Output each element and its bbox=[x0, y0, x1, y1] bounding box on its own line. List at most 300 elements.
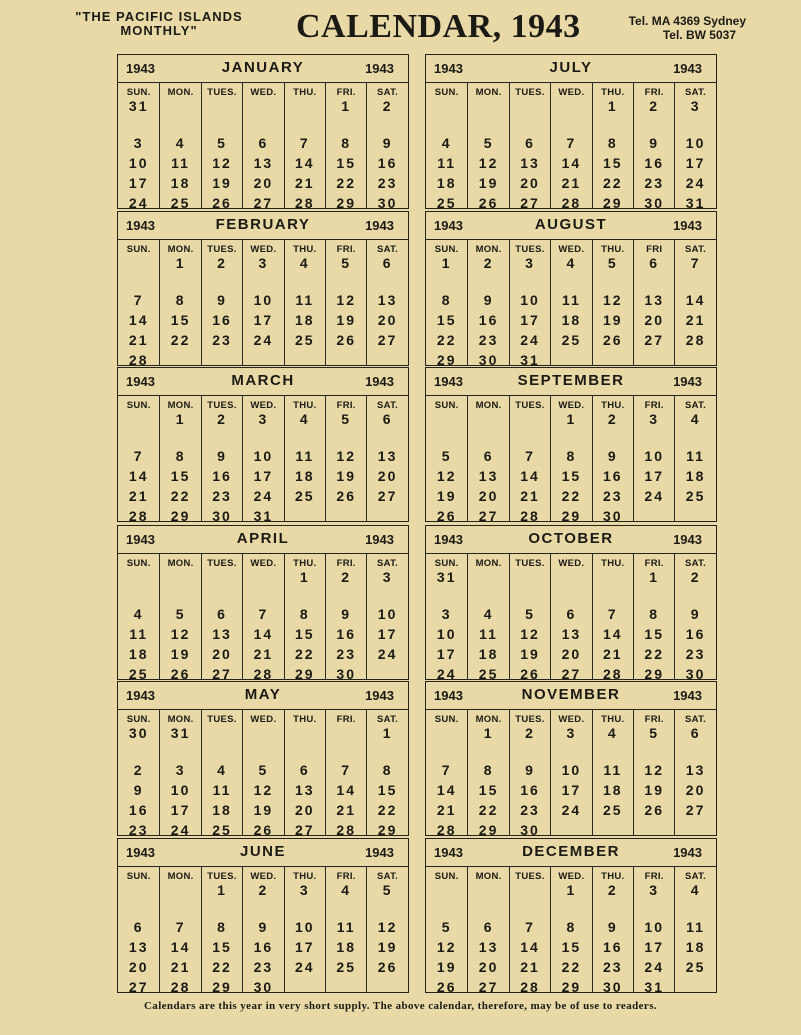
month-name: FEBRUARY bbox=[215, 216, 311, 233]
year-label-left: 1943 bbox=[434, 845, 463, 860]
day-cell: 13 bbox=[377, 448, 398, 464]
day-cell: 28 bbox=[170, 979, 191, 995]
month-december bbox=[425, 838, 717, 993]
day-column bbox=[550, 396, 591, 524]
day-cell: 12 bbox=[603, 292, 623, 308]
day-name: FRI. bbox=[336, 714, 356, 725]
day-cell: 30 bbox=[212, 508, 232, 524]
day-name: MON. bbox=[167, 400, 194, 411]
day-cell: 7 bbox=[341, 762, 352, 778]
page-header bbox=[0, 0, 801, 52]
day-cell: 28 bbox=[336, 822, 356, 838]
day-column bbox=[366, 240, 407, 365]
day-cell: 25 bbox=[561, 332, 582, 348]
day-cell: 14 bbox=[561, 155, 582, 171]
month-name: AUGUST bbox=[534, 216, 608, 233]
day-cell: 26 bbox=[436, 508, 457, 524]
day-name: WED. bbox=[558, 87, 585, 98]
day-name: MON. bbox=[167, 558, 194, 569]
day-cell: 17 bbox=[561, 782, 582, 798]
day-cell: 4 bbox=[175, 135, 186, 151]
day-cell: 7 bbox=[525, 919, 535, 935]
day-name: THU. bbox=[601, 87, 625, 98]
day-cell: 26 bbox=[520, 666, 540, 682]
day-cell: 19 bbox=[644, 782, 664, 798]
day-name: TUES. bbox=[207, 871, 237, 882]
day-cell: 31 bbox=[644, 979, 664, 995]
year-label-right: 1943 bbox=[365, 845, 394, 860]
day-cell: 3 bbox=[133, 135, 144, 151]
day-cell: 1 bbox=[607, 98, 618, 114]
day-name: FRI. bbox=[336, 558, 356, 569]
year-label-right: 1943 bbox=[673, 374, 702, 389]
day-cell: 13 bbox=[478, 939, 499, 955]
day-cell: 28 bbox=[128, 508, 149, 524]
day-cell: 5 bbox=[649, 725, 660, 741]
day-cell: 29 bbox=[336, 195, 356, 211]
day-cell: 3 bbox=[525, 255, 535, 271]
day-cell: 13 bbox=[478, 468, 499, 484]
month-name: MARCH bbox=[231, 372, 295, 389]
day-cell: 8 bbox=[441, 292, 452, 308]
day-name: MON. bbox=[167, 244, 194, 255]
day-cell: 14 bbox=[520, 939, 540, 955]
day-column bbox=[325, 867, 366, 992]
day-name: THU. bbox=[601, 558, 625, 569]
day-cell: 14 bbox=[685, 292, 706, 308]
day-cell: 15 bbox=[603, 155, 623, 171]
day-cell: 31 bbox=[685, 195, 706, 211]
day-cell: 20 bbox=[561, 646, 582, 662]
day-cell: 21 bbox=[170, 959, 191, 975]
day-cell: 18 bbox=[685, 468, 706, 484]
year-label-right: 1943 bbox=[365, 688, 394, 703]
day-cell: 18 bbox=[478, 646, 499, 662]
day-cell: 30 bbox=[478, 352, 499, 368]
month-name: DECEMBER bbox=[522, 843, 620, 860]
day-cell: 25 bbox=[170, 195, 191, 211]
day-column bbox=[159, 83, 200, 211]
day-cell: 18 bbox=[336, 939, 356, 955]
day-cell: 29 bbox=[295, 666, 315, 682]
day-cell: 26 bbox=[170, 666, 191, 682]
day-cell: 29 bbox=[561, 508, 582, 524]
day-cell: 24 bbox=[253, 488, 274, 504]
day-cell: 23 bbox=[212, 488, 232, 504]
day-cell: 11 bbox=[171, 155, 190, 171]
day-cell: 8 bbox=[649, 606, 660, 622]
year-label-right: 1943 bbox=[673, 845, 702, 860]
day-cell: 7 bbox=[525, 448, 535, 464]
day-cell: 4 bbox=[217, 762, 227, 778]
day-cell: 9 bbox=[258, 919, 269, 935]
day-cell: 29 bbox=[377, 822, 398, 838]
day-cell: 24 bbox=[377, 646, 398, 662]
day-cell: 18 bbox=[295, 468, 315, 484]
day-name: FRI. bbox=[336, 871, 356, 882]
day-cell: 21 bbox=[561, 175, 582, 191]
month-name: JUNE bbox=[239, 843, 286, 860]
day-cell: 17 bbox=[253, 468, 274, 484]
day-cell: 10 bbox=[170, 782, 191, 798]
day-name: FRI. bbox=[336, 244, 356, 255]
day-name: TUES. bbox=[207, 558, 237, 569]
day-cell: 11 bbox=[686, 919, 705, 935]
day-cell: 13 bbox=[520, 155, 540, 171]
day-name: SUN. bbox=[434, 871, 459, 882]
day-column bbox=[426, 710, 467, 838]
day-cell: 11 bbox=[561, 292, 581, 308]
month-august bbox=[425, 211, 717, 366]
day-cell: 5 bbox=[382, 882, 393, 898]
day-column bbox=[550, 710, 591, 835]
day-cell: 26 bbox=[436, 979, 457, 995]
day-cell: 2 bbox=[217, 255, 227, 271]
month-header bbox=[426, 212, 716, 240]
day-column bbox=[242, 867, 283, 995]
day-cell: 21 bbox=[336, 802, 356, 818]
day-name: SUN. bbox=[434, 558, 459, 569]
day-cell: 8 bbox=[382, 762, 393, 778]
day-column bbox=[509, 867, 550, 995]
day-cell: 1 bbox=[175, 255, 186, 271]
day-cell: 8 bbox=[566, 919, 577, 935]
day-cell: 15 bbox=[295, 626, 315, 642]
day-cell: 5 bbox=[525, 606, 535, 622]
day-column bbox=[467, 83, 508, 211]
day-cell: 5 bbox=[258, 762, 269, 778]
day-cell: 28 bbox=[520, 508, 540, 524]
day-cell: 12 bbox=[436, 468, 457, 484]
day-name: MON. bbox=[167, 87, 194, 98]
day-cell: 7 bbox=[690, 255, 701, 271]
day-cell: 30 bbox=[253, 979, 274, 995]
day-cell: 22 bbox=[170, 332, 191, 348]
month-header bbox=[426, 368, 716, 396]
day-cell: 12 bbox=[253, 782, 274, 798]
day-name: THU. bbox=[601, 714, 625, 725]
day-name: SUN. bbox=[434, 400, 459, 411]
day-cell: 12 bbox=[170, 626, 191, 642]
day-cell: 14 bbox=[128, 312, 149, 328]
day-cell: 13 bbox=[128, 939, 149, 955]
day-cell: 29 bbox=[170, 508, 191, 524]
day-cell: 25 bbox=[478, 666, 499, 682]
day-cell: 9 bbox=[525, 762, 535, 778]
day-column bbox=[633, 396, 674, 521]
day-name: SAT. bbox=[377, 871, 399, 882]
day-cell: 8 bbox=[299, 606, 310, 622]
day-cell: 19 bbox=[436, 959, 457, 975]
day-cell: 17 bbox=[295, 939, 315, 955]
day-cell: 10 bbox=[253, 448, 274, 464]
day-name: WED. bbox=[250, 558, 277, 569]
day-cell: 2 bbox=[133, 762, 144, 778]
day-cell: 16 bbox=[212, 468, 232, 484]
month-header bbox=[118, 368, 408, 396]
day-cell: 29 bbox=[212, 979, 232, 995]
day-column bbox=[592, 396, 633, 524]
day-column bbox=[284, 83, 325, 211]
day-cell: 11 bbox=[295, 292, 315, 308]
day-cell: 6 bbox=[382, 411, 393, 427]
day-column bbox=[325, 83, 366, 211]
day-cell: 9 bbox=[649, 135, 660, 151]
day-name: WED. bbox=[558, 244, 585, 255]
day-cell: 5 bbox=[217, 135, 227, 151]
day-cell: 12 bbox=[377, 919, 398, 935]
day-cell: 4 bbox=[441, 135, 452, 151]
day-cell: 18 bbox=[685, 939, 706, 955]
day-cell: 24 bbox=[520, 332, 540, 348]
day-cell: 26 bbox=[478, 195, 499, 211]
day-cell: 6 bbox=[133, 919, 144, 935]
day-cell: 20 bbox=[128, 959, 149, 975]
day-cell: 28 bbox=[685, 332, 706, 348]
day-cell: 30 bbox=[128, 725, 149, 741]
day-cell: 24 bbox=[644, 488, 664, 504]
day-cell: 10 bbox=[377, 606, 398, 622]
day-cell: 24 bbox=[253, 332, 274, 348]
day-cell: 10 bbox=[128, 155, 149, 171]
day-column bbox=[242, 396, 283, 524]
day-cell: 17 bbox=[685, 155, 706, 171]
day-column bbox=[467, 240, 508, 368]
month-name: MAY bbox=[244, 686, 282, 703]
day-cell: 7 bbox=[133, 292, 144, 308]
day-cell: 25 bbox=[128, 666, 149, 682]
day-cell: 15 bbox=[377, 782, 398, 798]
year-label-left: 1943 bbox=[126, 218, 155, 233]
day-cell: 4 bbox=[133, 606, 144, 622]
month-april bbox=[117, 525, 409, 680]
day-name: THU. bbox=[293, 714, 317, 725]
day-name: FRI. bbox=[644, 558, 664, 569]
day-name: MON. bbox=[475, 871, 502, 882]
day-cell: 9 bbox=[217, 448, 227, 464]
day-cell: 28 bbox=[561, 195, 582, 211]
day-name: SAT. bbox=[685, 714, 707, 725]
month-header bbox=[118, 212, 408, 240]
day-column bbox=[201, 710, 242, 838]
day-cell: 15 bbox=[170, 312, 191, 328]
day-name: FRI. bbox=[644, 714, 664, 725]
day-name: SUN. bbox=[126, 558, 151, 569]
day-column bbox=[674, 240, 715, 365]
year-label-left: 1943 bbox=[434, 61, 463, 76]
day-cell: 3 bbox=[690, 98, 701, 114]
day-cell: 8 bbox=[341, 135, 352, 151]
publication-name: "THE PACIFIC ISLANDS MONTHLY" bbox=[75, 9, 243, 38]
day-cell: 10 bbox=[295, 919, 315, 935]
day-name: THU. bbox=[293, 871, 317, 882]
day-cell: 10 bbox=[436, 626, 457, 642]
day-cell: 23 bbox=[212, 332, 232, 348]
day-name: SAT. bbox=[377, 87, 399, 98]
day-column bbox=[592, 83, 633, 211]
day-column bbox=[159, 396, 200, 524]
day-cell: 13 bbox=[295, 782, 315, 798]
day-name: SUN. bbox=[434, 714, 459, 725]
day-cell: 27 bbox=[644, 332, 664, 348]
page-title: CALENDAR, 1943 bbox=[296, 8, 581, 45]
year-label-left: 1943 bbox=[126, 532, 155, 547]
day-name: THU. bbox=[601, 871, 625, 882]
day-cell: 19 bbox=[436, 488, 457, 504]
day-column bbox=[159, 240, 200, 365]
day-cell: 3 bbox=[258, 255, 269, 271]
day-cell: 13 bbox=[377, 292, 398, 308]
day-name: SUN. bbox=[434, 87, 459, 98]
day-cell: 25 bbox=[295, 488, 315, 504]
day-column bbox=[467, 554, 508, 682]
day-cell: 28 bbox=[253, 666, 274, 682]
day-cell: 30 bbox=[603, 979, 623, 995]
day-name: SAT. bbox=[685, 558, 707, 569]
day-column bbox=[366, 554, 407, 679]
day-column bbox=[284, 710, 325, 838]
day-cell: 4 bbox=[299, 255, 310, 271]
day-column bbox=[633, 710, 674, 835]
day-cell: 31 bbox=[520, 352, 540, 368]
day-cell: 23 bbox=[685, 646, 706, 662]
month-header bbox=[426, 839, 716, 867]
day-cell: 16 bbox=[212, 312, 232, 328]
day-cell: 4 bbox=[690, 882, 701, 898]
month-january bbox=[117, 54, 409, 209]
day-name: FRI bbox=[646, 244, 663, 255]
day-cell: 5 bbox=[483, 135, 494, 151]
day-cell: 17 bbox=[253, 312, 274, 328]
day-name: MON. bbox=[475, 244, 502, 255]
day-cell: 1 bbox=[441, 255, 452, 271]
day-cell: 11 bbox=[129, 626, 149, 642]
day-cell: 24 bbox=[295, 959, 315, 975]
day-cell: 6 bbox=[649, 255, 660, 271]
day-cell: 1 bbox=[299, 569, 310, 585]
day-column bbox=[592, 554, 633, 682]
day-cell: 19 bbox=[478, 175, 499, 191]
day-cell: 25 bbox=[685, 959, 706, 975]
day-cell: 27 bbox=[377, 488, 398, 504]
day-name: FRI. bbox=[644, 400, 664, 411]
day-cell: 7 bbox=[607, 606, 618, 622]
day-cell: 27 bbox=[561, 666, 582, 682]
day-column bbox=[159, 867, 200, 995]
day-cell: 21 bbox=[520, 959, 540, 975]
day-cell: 16 bbox=[253, 939, 274, 955]
day-cell: 27 bbox=[377, 332, 398, 348]
day-cell: 26 bbox=[336, 488, 356, 504]
day-name: WED. bbox=[250, 400, 277, 411]
day-cell: 9 bbox=[690, 606, 701, 622]
day-name: SAT. bbox=[685, 87, 707, 98]
day-column bbox=[633, 240, 674, 365]
day-column bbox=[592, 710, 633, 835]
day-cell: 11 bbox=[686, 448, 705, 464]
day-name: FRI. bbox=[644, 871, 664, 882]
day-column bbox=[674, 83, 715, 211]
day-column bbox=[118, 554, 159, 682]
day-column bbox=[284, 554, 325, 682]
day-cell: 17 bbox=[520, 312, 540, 328]
day-cell: 1 bbox=[566, 411, 577, 427]
day-cell: 26 bbox=[644, 802, 664, 818]
day-cell: 16 bbox=[128, 802, 149, 818]
day-cell: 2 bbox=[607, 882, 618, 898]
day-cell: 22 bbox=[295, 646, 315, 662]
day-name: MON. bbox=[475, 714, 502, 725]
day-name: THU. bbox=[293, 558, 317, 569]
day-cell: 24 bbox=[685, 175, 706, 191]
day-cell: 9 bbox=[133, 782, 144, 798]
day-cell: 25 bbox=[603, 802, 623, 818]
day-cell: 22 bbox=[377, 802, 398, 818]
day-cell: 22 bbox=[561, 959, 582, 975]
day-cell: 27 bbox=[295, 822, 315, 838]
day-cell: 21 bbox=[295, 175, 315, 191]
day-column bbox=[201, 867, 242, 995]
day-cell: 6 bbox=[483, 919, 494, 935]
day-cell: 10 bbox=[253, 292, 274, 308]
day-cell: 10 bbox=[561, 762, 582, 778]
day-cell: 18 bbox=[128, 646, 149, 662]
day-column bbox=[550, 83, 591, 211]
day-cell: 2 bbox=[690, 569, 701, 585]
telephone-sydney: Tel. MA 4369 Sydney bbox=[628, 14, 746, 28]
day-column bbox=[201, 240, 242, 365]
day-column bbox=[633, 554, 674, 682]
day-cell: 9 bbox=[483, 292, 494, 308]
day-cell: 16 bbox=[478, 312, 499, 328]
day-cell: 9 bbox=[341, 606, 352, 622]
year-label-left: 1943 bbox=[126, 61, 155, 76]
day-cell: 23 bbox=[603, 959, 623, 975]
day-cell: 17 bbox=[128, 175, 149, 191]
day-cell: 9 bbox=[607, 919, 618, 935]
day-name: WED. bbox=[558, 558, 585, 569]
day-cell: 16 bbox=[603, 939, 623, 955]
month-october bbox=[425, 525, 717, 680]
day-cell: 20 bbox=[685, 782, 706, 798]
day-cell: 13 bbox=[561, 626, 582, 642]
day-cell: 18 bbox=[212, 802, 232, 818]
day-column bbox=[325, 710, 366, 838]
month-july bbox=[425, 54, 717, 209]
day-cell: 24 bbox=[644, 959, 664, 975]
day-cell: 9 bbox=[382, 135, 393, 151]
day-cell: 27 bbox=[685, 802, 706, 818]
day-name: TUES. bbox=[515, 244, 545, 255]
day-cell: 3 bbox=[441, 606, 452, 622]
day-cell: 25 bbox=[336, 959, 356, 975]
day-cell: 16 bbox=[644, 155, 664, 171]
year-label-left: 1943 bbox=[434, 374, 463, 389]
year-label-left: 1943 bbox=[126, 688, 155, 703]
day-cell: 5 bbox=[341, 255, 352, 271]
year-label-right: 1943 bbox=[673, 61, 702, 76]
day-cell: 24 bbox=[561, 802, 582, 818]
day-cell: 15 bbox=[478, 782, 499, 798]
day-name: THU. bbox=[293, 400, 317, 411]
day-cell: 11 bbox=[212, 782, 232, 798]
day-cell: 14 bbox=[128, 468, 149, 484]
day-cell: 18 bbox=[170, 175, 191, 191]
day-name: SUN. bbox=[126, 244, 151, 255]
day-cell: 7 bbox=[566, 135, 577, 151]
day-name: MON. bbox=[167, 871, 194, 882]
day-cell: 11 bbox=[603, 762, 623, 778]
